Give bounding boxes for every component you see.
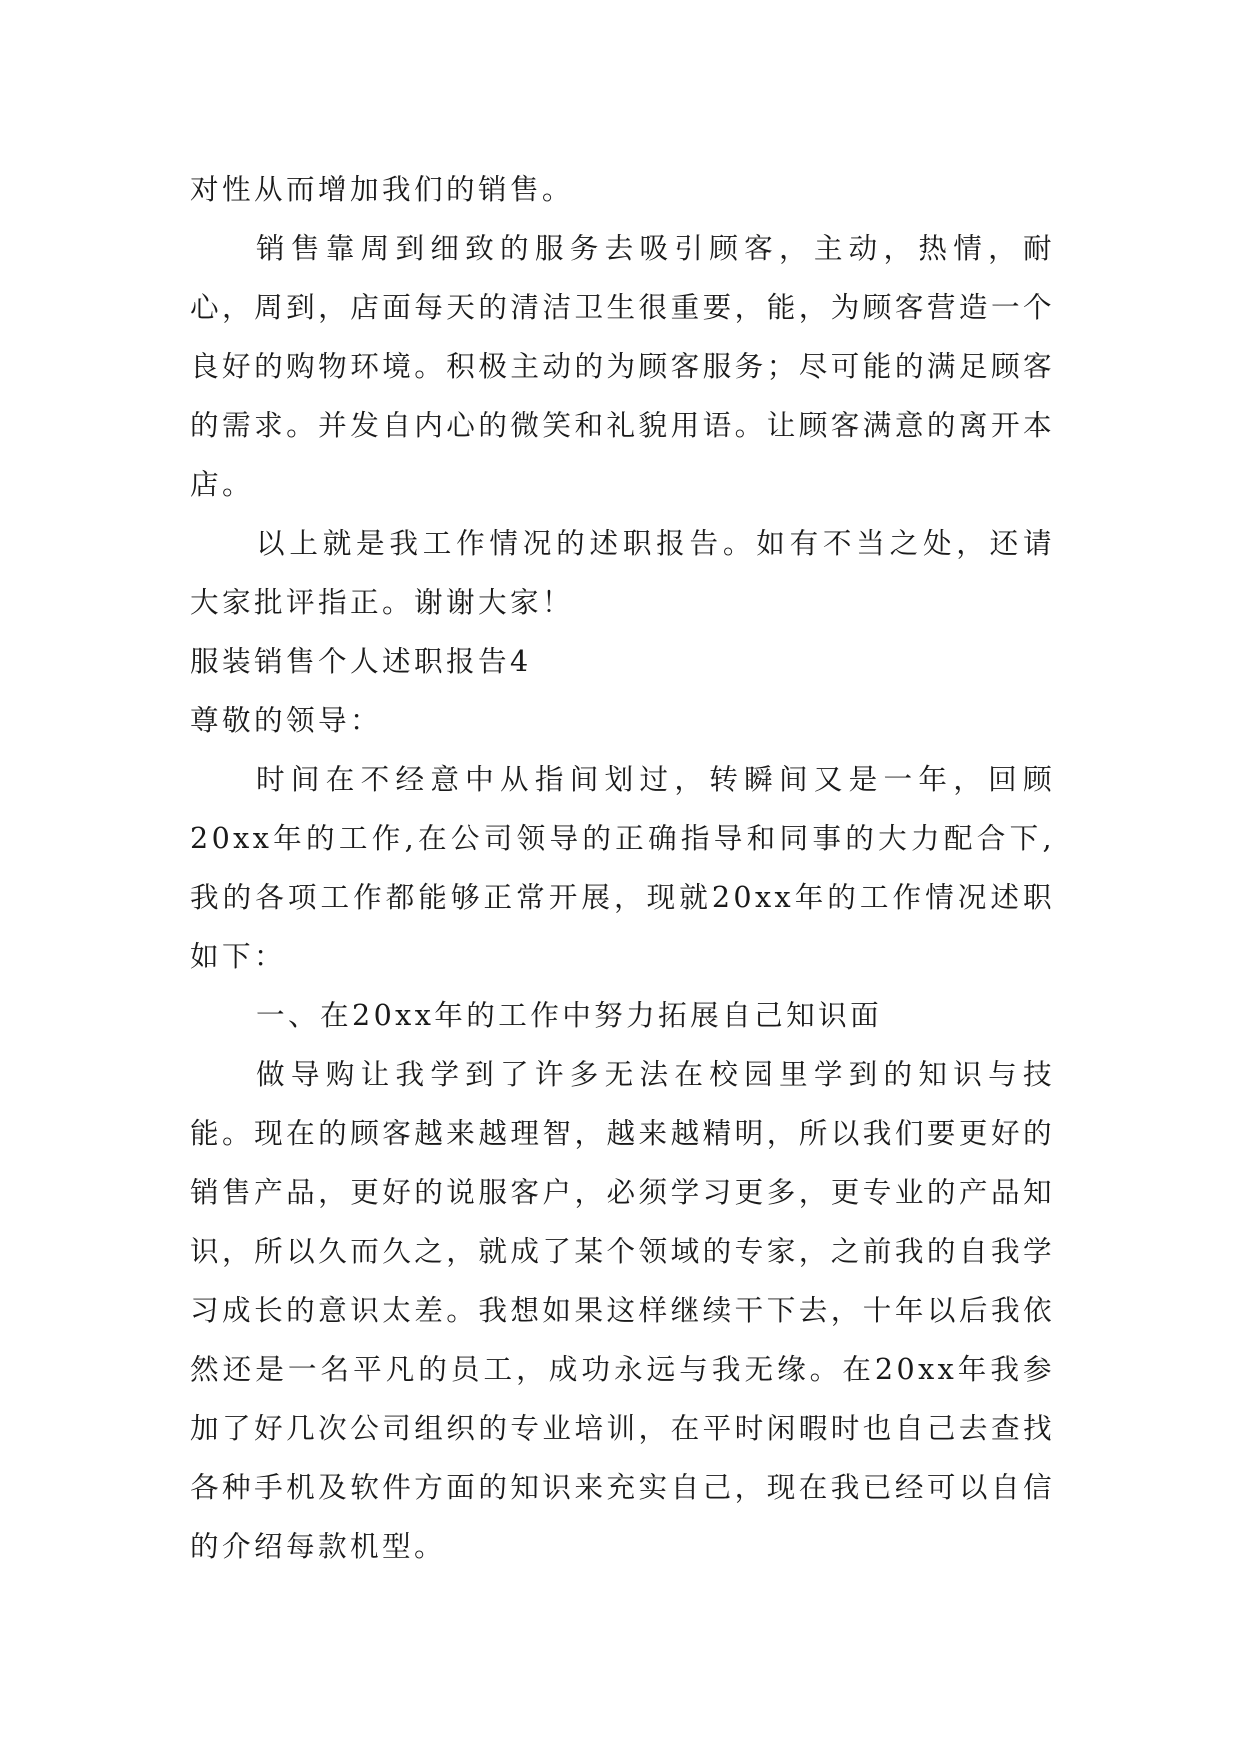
subheading: 一、在20xx年的工作中努力拓展自己知识面: [256, 998, 883, 1032]
section-title: 服装销售个人述职报告4: [190, 644, 532, 678]
paragraph-intro: 时间在不经意中从指间划过，转瞬间又是一年，回顾20xx年的工作,在公司领导的正确指导和同事的大力配合下,我的各项工作都能够正常开展，现就20xx年的工作情况述职如下：: [190, 762, 1055, 973]
paragraph-continuation: 对性从而增加我们的销售。: [190, 172, 574, 206]
document-body: [190, 160, 1055, 1576]
paragraph-service: 销售靠周到细致的服务去吸引顾客，主动，热情，耐心，周到，店面每天的清洁卫生很重要，能，为顾客营造一个良好的购物环境。积极主动的为顾客服务；尽可能的满足顾客的需求。并发自内心的微笑和礼貌用语。让顾客满意的离开本店。: [190, 231, 1055, 501]
salutation: 尊敬的领导：: [190, 703, 382, 737]
paragraph-learning: 做导购让我学到了许多无法在校园里学到的知识与技能。现在的顾客越来越理智，越来越精明，所以我们要更好的销售产品，更好的说服客户，必须学习更多，更专业的产品知识，所以久而久之，就成了某个领域的专家，之前我的自我学习成长的意识太差。我想如果这样继续干下去，十年以后我依然还是一名平凡的员工，成功永远与我无缘。在20xx年我参加了好几次公司组织的专业培训，在平时闲暇时也自己去查找各种手机及软件方面的知识来充实自己，现在我已经可以自信的介绍每款机型。: [190, 1057, 1055, 1563]
paragraph-closing: 以上就是我工作情况的述职报告。如有不当之处，还请大家批评指正。谢谢大家！: [190, 526, 1055, 619]
